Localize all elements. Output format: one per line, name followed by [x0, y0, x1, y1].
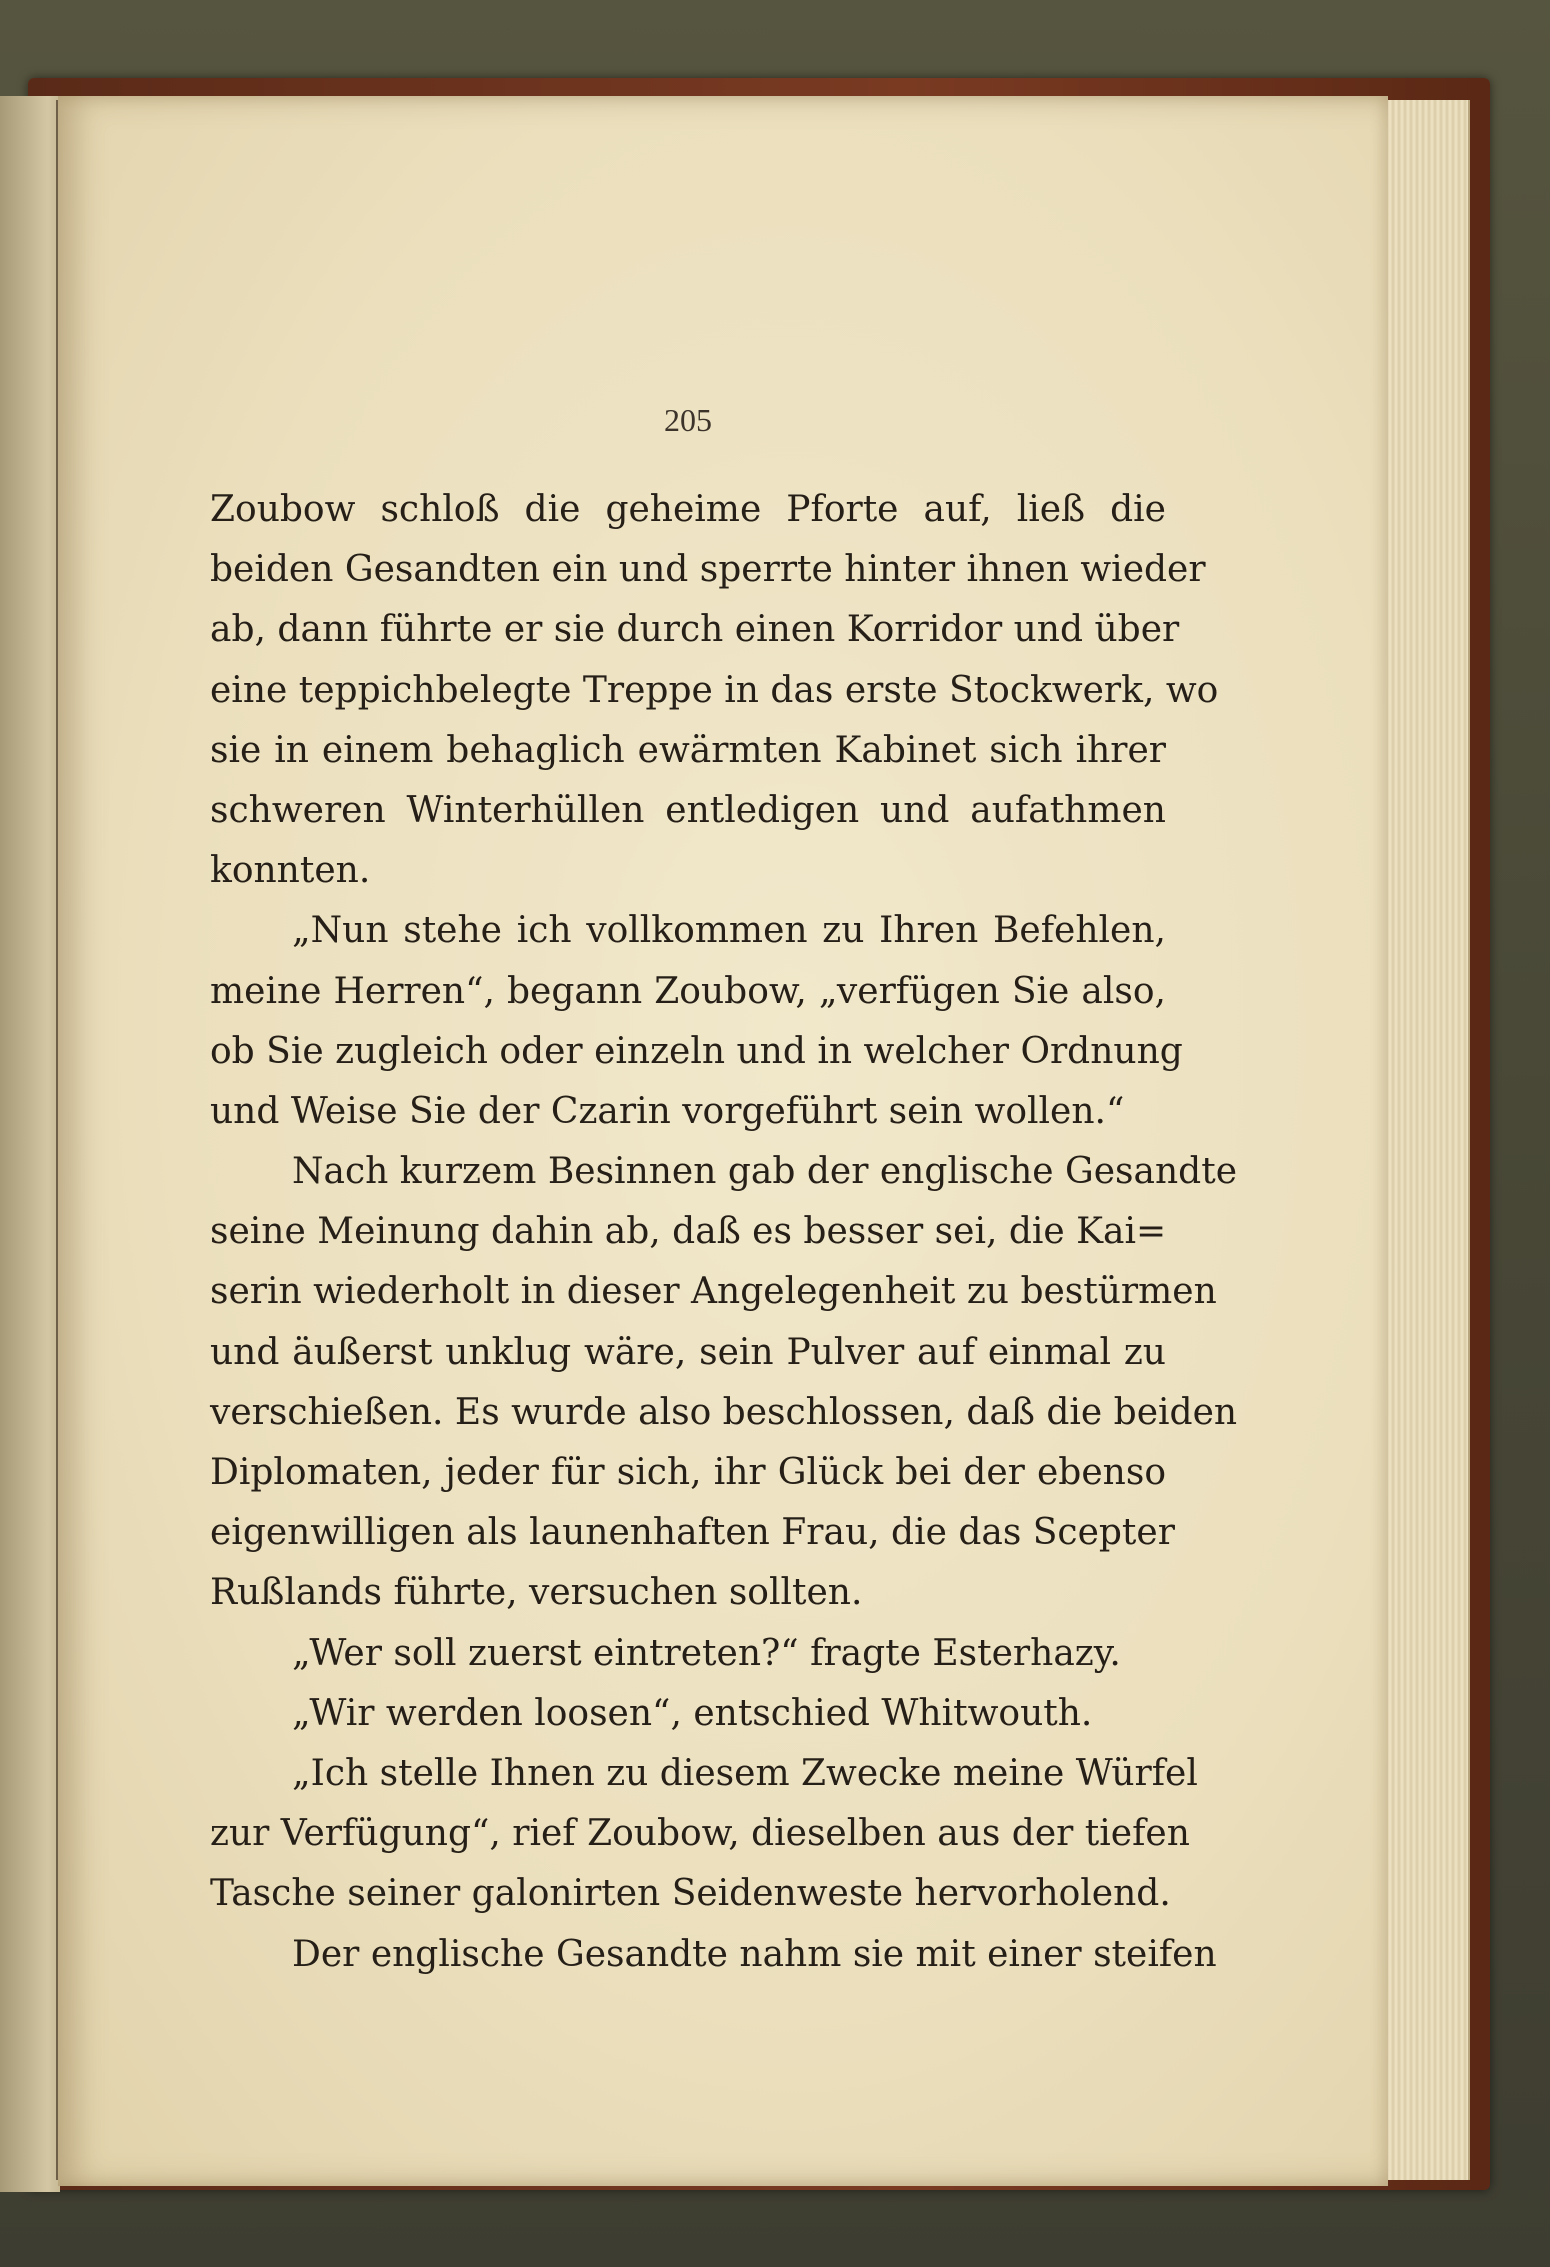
- page-text: [210, 480, 1238, 1985]
- text-line: ob Sie zugleich oder einzeln und in welcher Ordnung: [210, 1030, 1183, 1072]
- text-line: zur Verfügung“, rief Zoubow, dieselben aus der tiefen: [210, 1813, 1190, 1855]
- text-line: eine teppichbelegte Treppe in das erste Stockwerk, wo: [210, 669, 1219, 711]
- text-line: Tasche seiner galonirten Seidenweste hervorholend.: [210, 1873, 1171, 1915]
- text-line: verschießen. Es wurde also beschlossen, daß die beiden: [210, 1391, 1238, 1433]
- text-line: Rußlands führte, versuchen sollten.: [210, 1572, 863, 1614]
- text-line: sie in einem behaglich ewärmten Kabinet sich ihrer: [210, 729, 1166, 771]
- text-line: schweren Winterhüllen entledigen und aufathmen: [210, 789, 1166, 831]
- text-line: seine Meinung dahin ab, daß es besser sei, die Kai=: [210, 1211, 1167, 1253]
- text-line: meine Herren“, begann Zoubow, „verfügen Sie also,: [210, 970, 1166, 1012]
- text-line: Diplomaten, jeder für sich, ihr Glück bei der ebenso: [210, 1452, 1166, 1493]
- text-line: Zoubow schloß die geheime Pforte auf, ließ die: [210, 489, 1166, 530]
- left-page-edge: [0, 96, 60, 2192]
- text-line: Nach kurzem Besinnen gab der englische Gesandte: [292, 1151, 1237, 1193]
- text-line: „Ich stelle Ihnen zu diesem Zwecke meine Würfel: [292, 1752, 1198, 1794]
- text-line: ab, dann führte er sie durch einen Korridor und über: [210, 609, 1180, 651]
- page-number: 205: [664, 402, 712, 438]
- text-line: „Wir werden loosen“, entschied Whitwouth.: [292, 1692, 1093, 1734]
- text-line: und Weise Sie der Czarin vorgeführt sein wollen.“: [210, 1090, 1125, 1132]
- text-line: konnten.: [210, 850, 371, 892]
- gutter-line: [56, 100, 58, 2180]
- text-line: eigenwilligen als launenhaften Frau, die das Scepter: [210, 1512, 1175, 1554]
- text-line: Der englische Gesandte nahm sie mit einer steifen: [292, 1933, 1217, 1975]
- text-line: „Nun stehe ich vollkommen zu Ihren Befehlen,: [292, 910, 1166, 952]
- text-line: beiden Gesandten ein und sperrte hinter ihnen wieder: [210, 549, 1206, 591]
- text-line: und äußerst unklug wäre, sein Pulver auf einmal zu: [210, 1331, 1166, 1373]
- text-line: serin wiederholt in dieser Angelegenheit zu bestürmen: [210, 1271, 1217, 1313]
- book-page: [58, 96, 1388, 2186]
- text-line: „Wer soll zuerst eintreten?“ fragte Esterhazy.: [292, 1632, 1121, 1674]
